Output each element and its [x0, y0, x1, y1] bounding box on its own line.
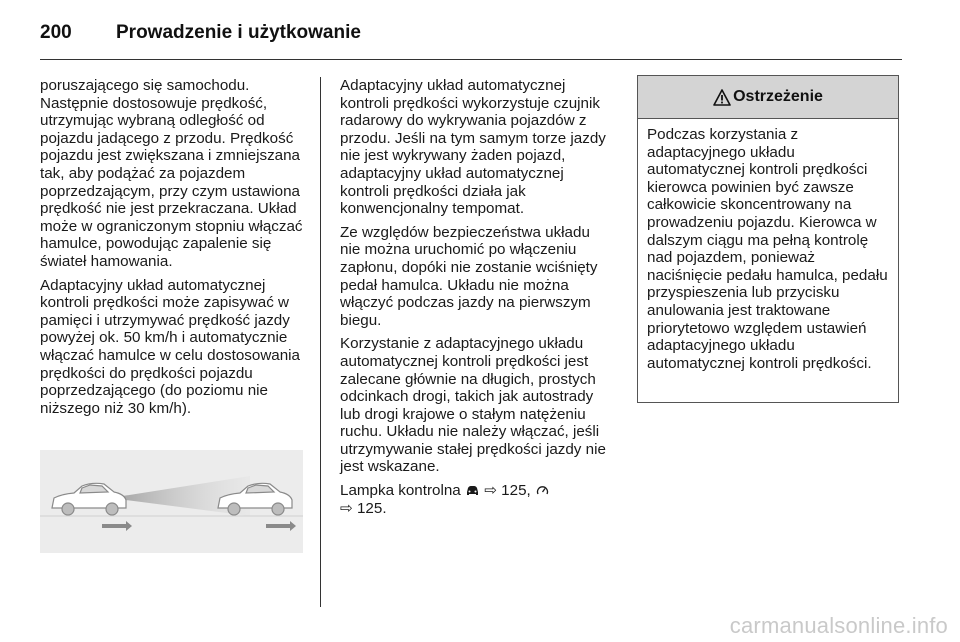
- paragraph: Adaptacyjny układ automatycznej kontroli prędkości wykorzystuje czujnik radarowy do wykrywania pojazdów z przodu. Jeśli na tym samym torze jazdy nie jest wykrywany żaden pojazd, adaptacyjny układ automatycznej kontroli prędkości działa jak konwencjonalny tempomat.: [340, 77, 606, 218]
- cruise-control-icon: [535, 484, 550, 497]
- motion-arrow-front: [266, 521, 296, 531]
- reference-arrow-icon: ⇨: [484, 482, 497, 500]
- rear-car: [52, 483, 126, 515]
- text-column-middle: [340, 77, 606, 523]
- warning-title: Ostrzeżenie: [733, 88, 823, 105]
- warning-box: [637, 75, 899, 403]
- page-number: 200: [40, 22, 72, 43]
- warning-text: Podczas korzystania z adaptacyjnego układu automatycznej kontroli prędkości kierowca powinien być zawsze całkowicie skoncentrowany na prowadzeniu pojazdu. Kierowca w dalszym ciągu ma pełną kontrolę nad pojazdem, ponieważ naciśnięcie pedału hamulca, pedału przyspieszenia lub przycisku anulowania jest traktowane priorytetowo względem ustawień adaptacyjnego układu automatycznej kontroli prędkości.: [647, 126, 888, 372]
- warning-triangle-icon: [713, 89, 731, 106]
- paragraph: Ze względów bezpieczeństwa układu nie można uruchomić po włączeniu zapłonu, dopóki nie zostanie wciśnięty pedał hamulca. Układu nie można włączyć podczas jazdy na pierwszym biegu.: [340, 223, 598, 329]
- watermark: carmanualsonline.info: [729, 613, 948, 638]
- motion-arrow-rear: [102, 521, 132, 531]
- paragraph: poruszającego się samochodu. Następnie dostosowuje prędkość, utrzymując wybraną odległość od pojazdu jadącego z przodu. Prędkość pojazdu jest zwiększana i zmniejszana tak, aby podążać za pojazdem poprzedzającym, przy czym ustawiona prędkość nie jest przekraczana. Układ może w ograniczonym stopniu włączać hamulce, powodując zapalenie się świateł hamowania.: [40, 77, 303, 270]
- column-divider: [320, 77, 321, 607]
- indicator-reference-paragraph: Lampka kontrolna ⇨ 125, ⇨ 125.: [340, 482, 606, 517]
- adaptive-cruise-illustration: [40, 450, 303, 553]
- page-reference-1[interactable]: ⇨ 125: [484, 482, 527, 500]
- reference-arrow-icon: ⇨: [340, 499, 353, 517]
- paragraph: Adaptacyjny układ automatycznej kontroli prędkości może zapisywać w pamięci i utrzymywać prędkość jazdy powyżej ok. 50 km/h i automatycznie włączać hamulce w celu dostosowania prędkości do prędkości pojazdu poprzedzającego (do poziomu nie niższego niż 30 km/h).: [40, 276, 301, 417]
- page-header: [40, 18, 902, 48]
- header-divider: [40, 59, 902, 60]
- indicator-label: Lampka kontrolna: [340, 482, 461, 500]
- radar-cars-drawing: [40, 450, 303, 553]
- warning-header: [638, 76, 898, 119]
- page-reference-2[interactable]: ⇨ 125: [340, 499, 383, 517]
- text-column-left: [40, 77, 306, 423]
- paragraph: Korzystanie z adaptacyjnego układu automatycznej kontroli prędkości jest zalecane głównie na długich, prostych odcinkach drogi, takich jak autostrady lub drogi krajowe o stałym natężeniu ruchu. Układu nie należy włączać, jeśli utrzymywanie stałej prędkości jazdy nie jest wskazane.: [340, 335, 606, 476]
- page-title: Prowadzenie i użytkowanie: [116, 22, 361, 43]
- vehicle-ahead-icon: [465, 484, 480, 497]
